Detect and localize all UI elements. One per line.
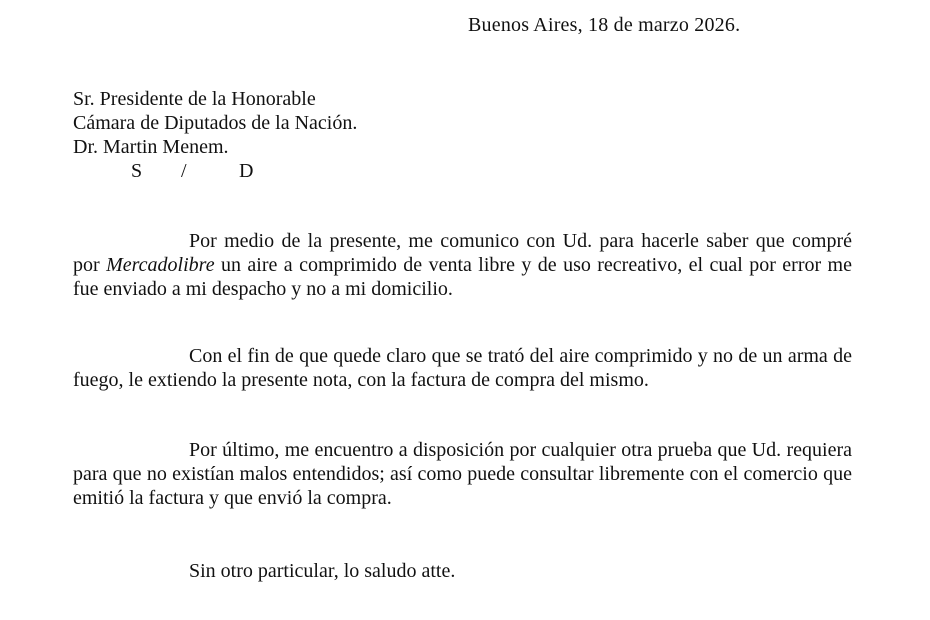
sd-s: S xyxy=(131,160,143,182)
addressee-line-3: Dr. Martin Menem. xyxy=(73,136,229,158)
paragraph-2 xyxy=(73,344,852,392)
date-line: Buenos Aires, 18 de marzo 2026. xyxy=(468,14,741,36)
paragraph-1-before: Por medio de la presente, me comunico con Ud. para hacerle saber que compré por xyxy=(73,230,852,276)
paragraph-1-after: un aire a comprimido de venta libre y de uso recreativo, el cual por error me fue enviado a mi despacho y no a mi domicilio. xyxy=(73,254,852,300)
paragraph-1 xyxy=(73,229,852,301)
paragraph-1-emphasis: Mercadolibre xyxy=(106,254,215,276)
addressee-line-1: Sr. Presidente de la Honorable xyxy=(73,88,316,110)
sd-slash: / xyxy=(181,160,187,182)
paragraph-3 xyxy=(73,438,852,510)
paragraph-2-text: Con el fin de que quede claro que se trató del aire comprimido y no de un arma de fuego, le extiendo la presente nota, con la factura de compra del mismo. xyxy=(73,345,852,391)
sd-d: D xyxy=(239,160,254,182)
addressee-block xyxy=(73,87,357,183)
closing-line: Sin otro particular, lo saludo atte. xyxy=(189,560,456,582)
su-despacho-line xyxy=(131,159,415,183)
addressee-line-2: Cámara de Diputados de la Nación. xyxy=(73,112,358,134)
paragraph-3-text: Por último, me encuentro a disposición por cualquier otra prueba que Ud. requiera para que no existían malos entendidos; así como puede consultar libremente con el comercio que emitió la factura y que envió la compra. xyxy=(73,439,852,509)
